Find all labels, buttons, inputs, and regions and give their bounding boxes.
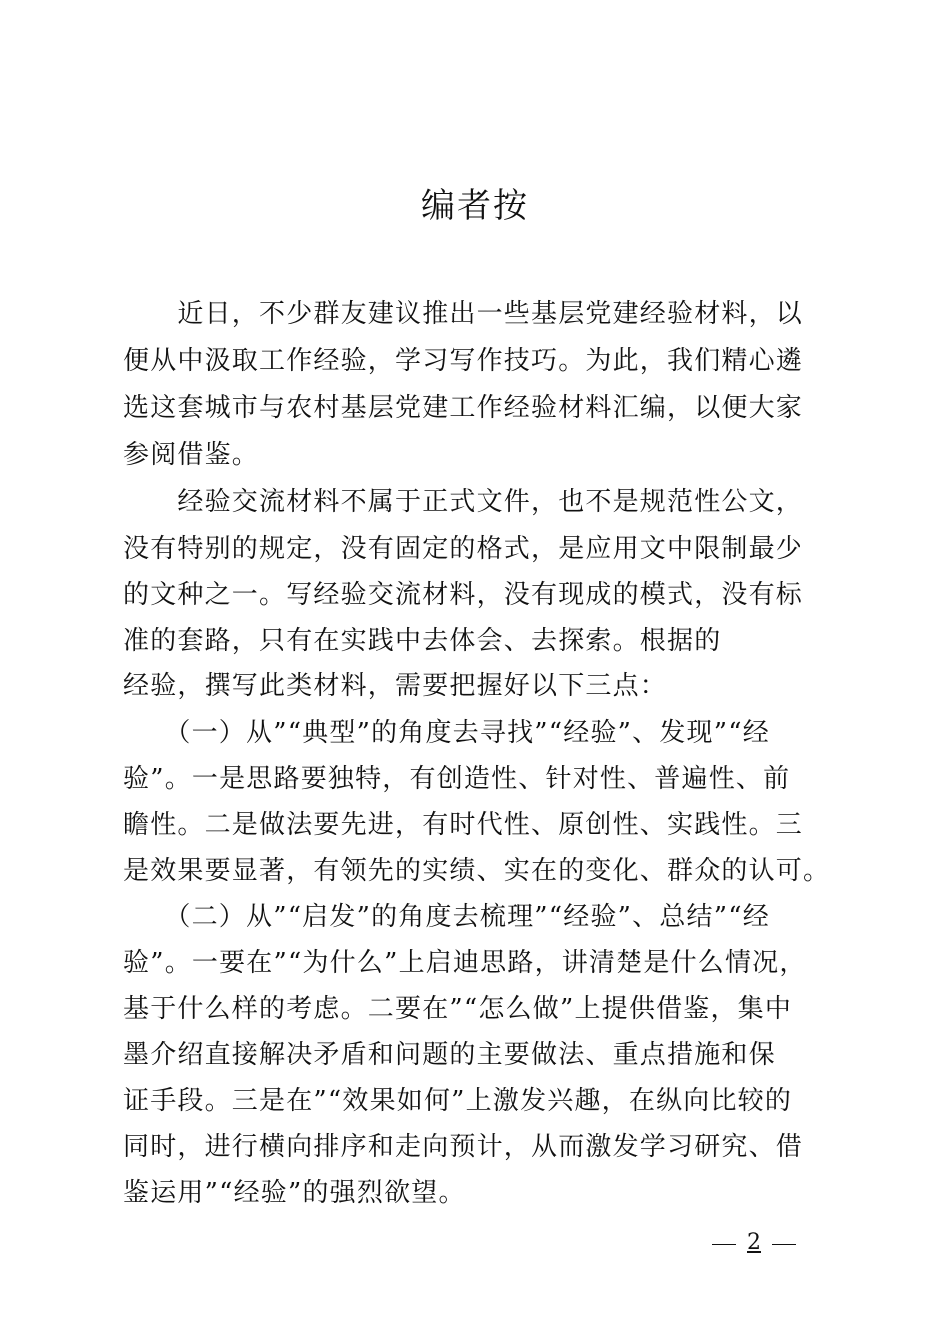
body-line: 近日，不少群友建议推出一些基层党建经验材料，以 <box>123 299 804 329</box>
body-line: 的文种之一。写经验交流材料，没有现成的模式，没有标 <box>123 580 804 610</box>
page-number <box>712 1228 796 1258</box>
body-line: 经验，撰写此类材料，需要把握好以下三点： <box>123 671 668 701</box>
body-line: 墨介绍直接解决矛盾和问题的主要做法、重点措施和保 <box>123 1040 776 1070</box>
body-line: 是效果要显著，有领先的实绩、实在的变化、群众的认可。 <box>123 856 831 886</box>
body-line: 瞻性。二是做法要先进，有时代性、原创性、实践性。三 <box>123 810 804 840</box>
body-line: 便从中汲取工作经验，学习写作技巧。为此，我们精心遴 <box>123 346 804 376</box>
page-number-value: 2 <box>747 1230 761 1255</box>
body-line: 鉴运用”“经验”的强烈欲望。 <box>123 1178 466 1208</box>
body-line: 基于什么样的考虑。二要在”“怎么做”上提供借鉴，集中 <box>123 994 793 1024</box>
body-line: 证手段。三是在”“效果如何”上激发兴趣，在纵向比较的 <box>123 1086 793 1116</box>
body-line: 经验交流材料不属于正式文件，也不是规范性公文， <box>123 487 804 517</box>
body-line: 验”。一是思路要独特，有创造性、针对性、普遍性、前 <box>123 764 791 794</box>
body-line: 没有特别的规定，没有固定的格式，是应用文中限制最少 <box>123 534 804 564</box>
page-number-dash-right <box>772 1228 796 1245</box>
body-line: 选这套城市与农村基层党建工作经验材料汇编，以便大家 <box>123 393 804 423</box>
body-line: 参阅借鉴。 <box>123 440 260 470</box>
body-line: 准的套路，只有在实践中去体会、去探索。根据的 <box>123 626 722 656</box>
body-line: 验”。一要在”“为什么”上启迪思路，讲清楚是什么情况， <box>123 948 807 978</box>
body-line: （二）从”“启发”的角度去梳理”“经验”、总结”“经 <box>123 902 770 932</box>
body-line: （一）从”“典型”的角度去寻找”“经验”、发现”“经 <box>123 718 770 748</box>
page-title: 编者按 <box>421 186 529 226</box>
body-line: 同时，进行横向排序和走向预计，从而激发学习研究、借 <box>123 1132 804 1162</box>
page-number-dash-left <box>712 1228 736 1245</box>
